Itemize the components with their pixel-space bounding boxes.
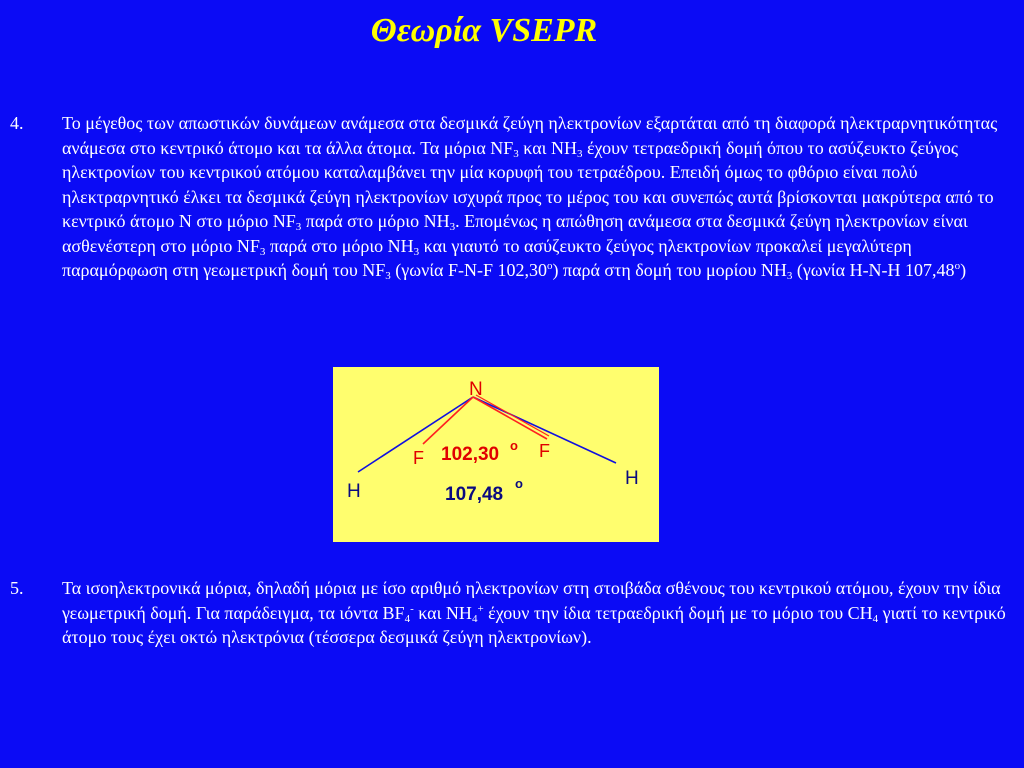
angle-nh3-label: 107,48 bbox=[445, 484, 504, 505]
slide-title bbox=[0, 12, 1024, 50]
atom-f-left-label: F bbox=[413, 448, 424, 468]
point-5-text: Τα ισοηλεκτρονικά μόρια, δηλαδή μόρια με ίσο αριθμό ηλεκτρονίων στη στοιβάδα σθένους του κεντρικού ατόμου, έχουν την ίδια γεωμετρική δομή. Για παράδειγμα, τα ιόντα $BF_4^-$ και $NH_4^+$ έχουν την ίδια τετραεδρική δομή με το μόριο του $CH_4$ γιατί το κεντρικό άτομο τους έχει οκτώ ηλεκτρόνια (τέσσερα δεσμικά ζεύγη ηλεκτρονίων). bbox=[62, 578, 1006, 647]
nf-bond-right bbox=[473, 397, 547, 439]
atom-n-label: N bbox=[469, 379, 483, 400]
nf-bond-left bbox=[423, 397, 473, 444]
angle-nf3-degree: o bbox=[510, 438, 518, 453]
atom-h-left-label: H bbox=[347, 481, 361, 502]
nf-bond-right-2 bbox=[476, 395, 549, 436]
angle-nh3-degree: o bbox=[515, 476, 523, 491]
molecule-geometry-figure bbox=[333, 367, 659, 542]
slide-title-text: Θεωρία VSEPR bbox=[370, 12, 598, 49]
point-5-number: 5. bbox=[10, 578, 24, 598]
angle-nf3-label: 102,30 bbox=[441, 444, 500, 465]
atom-h-right-label: H bbox=[625, 468, 639, 489]
molecule-diagram bbox=[333, 367, 659, 542]
atom-f-right-label: F bbox=[539, 441, 550, 461]
point-4-text: Το μέγεθος των απωστικών δυνάμεων ανάμεσα στα δεσμικά ζεύγη ηλεκτρονίων εξαρτάται από τη διαφορά ηλεκτραρνητικότητας ανάμεσα στο κεντρικό άτομο και τα άλλα άτομα. Τα μόρια $NF_3$ και $NH_3$ έχουν τετραεδρική δομή όπου το ασύζευκτο ζεύγος ηλεκτρονίων του κεντρικού ατόμου καταλαμβάνει την μία κορυφή του τετραέδρου. Επειδή όμως το φθόριο είναι πολύ ηλεκτραρνητικό έλκει τα δεσμικά ζεύγη ηλεκτρονίων ισχυρά προς το μέρος του και συνεπώς αυτά βρίσκονται μακρύτερα από το κεντρικό άτομο N στο μόριο $NF_3$ παρά στο μόριο $NH_3$. Επομένως η απώθηση ανάμεσα στα δεσμικά ζεύγη ηλεκτρονίων είναι ασθενέστερη στο μόριο $NF_3$ παρά στο μόριο $NH_3$ και γιαυτό το ασύζευκτο ζεύγος ηλεκτρονίων προκαλεί μεγαλύτερη παραμόρφωση στη γεωμετρική δομή του $NF_3$ (γωνία F-N-F 102,30$^o$) παρά στη δομή του μορίου $NH_3$ (γωνία H-N-H 107,48$^o$) bbox=[62, 113, 998, 282]
point-4-number: 4. bbox=[10, 113, 24, 133]
